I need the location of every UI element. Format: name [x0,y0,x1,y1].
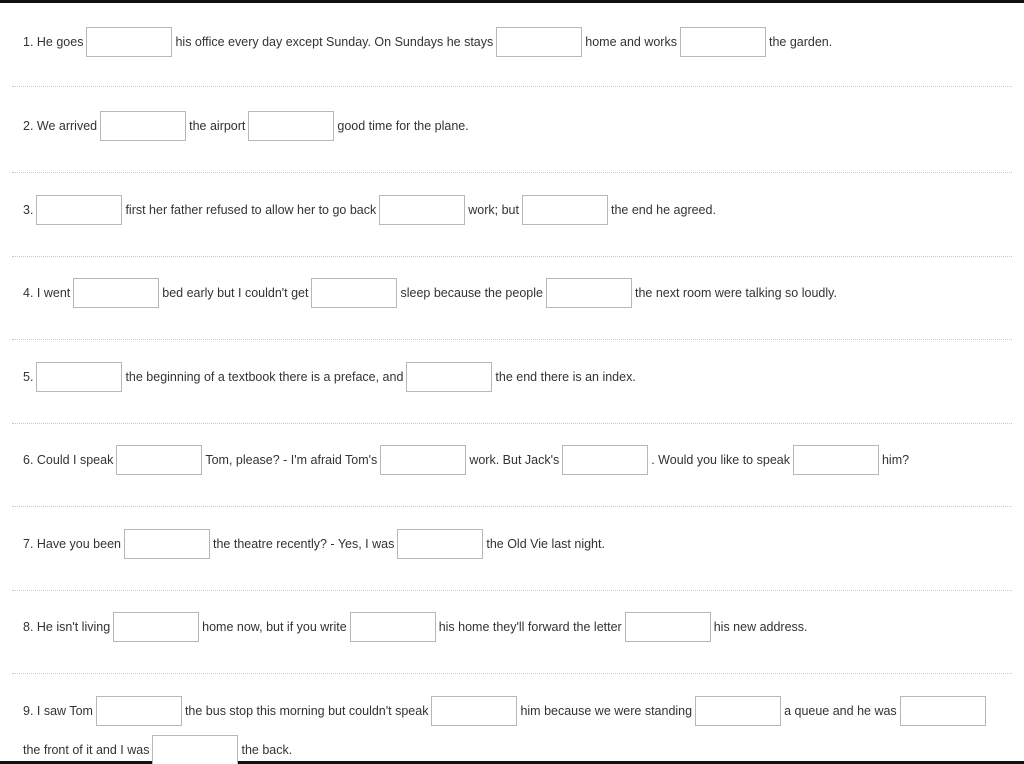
question-3 [12,173,1012,257]
question-text: 9. I saw Tom [23,704,93,718]
question-text: 4. I went [23,286,71,300]
question-text: 1. He goes [23,35,84,49]
question-text: the front of it and I was [23,743,150,757]
answer-blank-7-2[interactable] [397,529,483,559]
question-text: the theatre recently? - Yes, I was [213,537,395,551]
answer-blank-3-2[interactable] [379,195,465,225]
question-line [23,529,1012,559]
question-line [23,27,1012,57]
answer-blank-9-1[interactable] [96,696,182,726]
question-text: the beginning of a textbook there is a preface, and [125,370,404,384]
question-text: 6. Could I speak [23,453,114,467]
answer-blank-6-1[interactable] [116,445,202,475]
answer-blank-2-1[interactable] [100,111,186,141]
question-1 [12,3,1012,87]
question-line [23,195,1012,225]
question-text: the next room were talking so loudly. [634,286,837,300]
answer-blank-4-2[interactable] [311,278,397,308]
question-text: the bus stop this morning but couldn't speak [184,704,429,718]
question-text: his new address. [713,620,808,634]
question-text: him? [881,453,910,467]
question-text: 8. He isn't living [23,620,111,634]
answer-blank-3-1[interactable] [36,195,122,225]
question-text: home now, but if you write [202,620,347,634]
question-text: the back. [241,743,293,757]
question-text: the Old Vie last night. [486,537,605,551]
question-text: sleep because the people [400,286,543,300]
answer-blank-4-1[interactable] [73,278,159,308]
question-line [23,445,1012,475]
question-9 [12,674,1012,764]
question-text: him because we were standing [520,704,693,718]
answer-blank-6-3[interactable] [562,445,648,475]
question-text: the end he agreed. [610,203,716,217]
question-line [23,362,1012,392]
answer-blank-5-1[interactable] [36,362,122,392]
question-text: a queue and he was [784,704,897,718]
answer-blank-8-3[interactable] [625,612,711,642]
answer-blank-9-2[interactable] [431,696,517,726]
question-text: his home they'll forward the letter [438,620,622,634]
question-text: the garden. [768,35,833,49]
question-5 [12,340,1012,424]
answer-blank-3-3[interactable] [522,195,608,225]
question-text: his office every day except Sunday. On Sundays he stays [175,35,494,49]
question-line [23,696,1012,726]
question-text: 2. We arrived [23,119,98,133]
answer-blank-9-5[interactable] [152,735,238,764]
question-text: good time for the plane. [337,119,469,133]
question-text: Tom, please? - I'm afraid Tom's [205,453,378,467]
answer-blank-8-2[interactable] [350,612,436,642]
answer-blank-2-2[interactable] [248,111,334,141]
answer-blank-9-4[interactable] [900,696,986,726]
answer-blank-8-1[interactable] [113,612,199,642]
question-line-continued [23,735,1012,764]
answer-blank-4-3[interactable] [546,278,632,308]
question-text: . Would you like to speak [651,453,790,467]
answer-blank-6-2[interactable] [380,445,466,475]
answer-blank-1-2[interactable] [496,27,582,57]
answer-blank-6-4[interactable] [793,445,879,475]
question-line [23,111,1012,141]
answer-blank-1-1[interactable] [86,27,172,57]
question-text: the airport [189,119,246,133]
question-text: 7. Have you been [23,537,121,551]
question-text: first her father refused to allow her to go back [125,203,377,217]
question-line [23,612,1012,642]
question-text: the end there is an index. [495,370,636,384]
question-7 [12,507,1012,591]
question-text: work; but [468,203,519,217]
answer-blank-1-3[interactable] [680,27,766,57]
question-text: 3. [23,203,34,217]
question-2 [12,89,1012,173]
question-text: home and works [585,35,677,49]
question-6 [12,423,1012,507]
question-4 [12,256,1012,340]
question-text: bed early but I couldn't get [162,286,309,300]
question-text: 5. [23,370,34,384]
answer-blank-9-3[interactable] [695,696,781,726]
question-8 [12,590,1012,674]
answer-blank-5-2[interactable] [406,362,492,392]
answer-blank-7-1[interactable] [124,529,210,559]
question-line [23,278,1012,308]
question-text: work. But Jack's [469,453,560,467]
